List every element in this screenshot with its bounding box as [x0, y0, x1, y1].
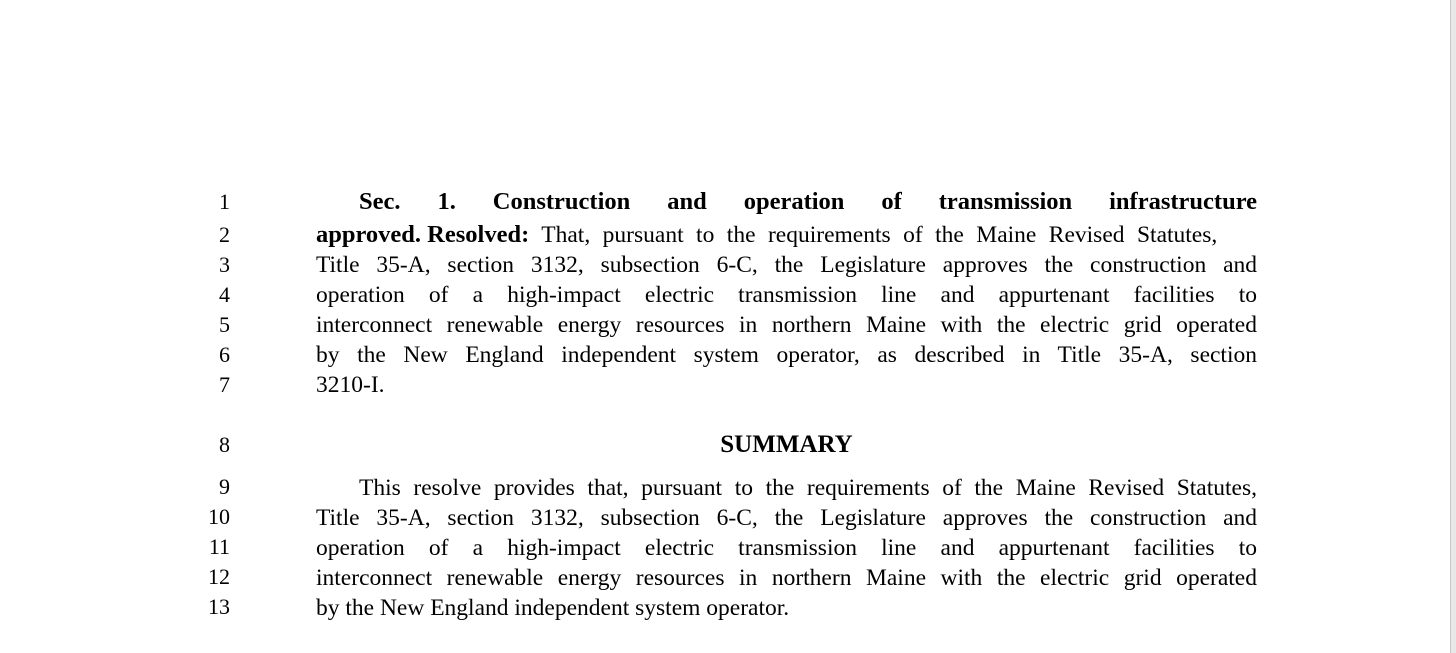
- section-text: 3210-I.: [316, 372, 385, 398]
- line-number: 2: [219, 222, 230, 247]
- line-number: 4: [219, 282, 230, 307]
- section-text: interconnect renewable energy resources in northern Maine with the electric grid operated: [316, 312, 1257, 338]
- section-text: by the New England independent system operator, as described in Title 35-A, section: [316, 342, 1257, 368]
- line-number: 6: [219, 342, 230, 367]
- summary-text: This resolve provides that, pursuant to the requirements of the Maine Revised Statutes,: [359, 475, 1257, 501]
- section-text: Title 35-A, section 3132, subsection 6-C, the Legislature approves the construction and: [316, 252, 1257, 278]
- section-heading: Sec. 1. Construction and operation of transmission infrastructure: [359, 188, 1257, 215]
- line-number: 8: [219, 432, 230, 457]
- line-number: 11: [208, 534, 230, 559]
- line-number: 5: [219, 312, 230, 337]
- scrollbar[interactable]: [1451, 0, 1456, 653]
- line-number: 12: [208, 564, 230, 589]
- line-number: 3: [219, 252, 230, 277]
- section-line-2: [316, 220, 1257, 250]
- summary-text: interconnect renewable energy resources in northern Maine with the electric grid operated: [316, 565, 1257, 591]
- summary-text: operation of a high-impact electric transmission line and appurtenant facilities to: [316, 535, 1257, 561]
- summary-title: SUMMARY: [720, 431, 853, 458]
- summary-text: Title 35-A, section 3132, subsection 6-C, the Legislature approves the construction and: [316, 505, 1257, 531]
- line-number: 9: [219, 474, 230, 499]
- line-number: 1: [219, 189, 230, 214]
- line-number: 10: [208, 504, 230, 529]
- summary-text: by the New England independent system operator.: [316, 595, 790, 621]
- section-text: That, pursuant to the requirements of the Maine Revised Statutes,: [541, 222, 1218, 248]
- line-number: 7: [219, 372, 230, 397]
- resolved-label: approved. Resolved:: [316, 221, 530, 248]
- section-text: operation of a high-impact electric transmission line and appurtenant facilities to: [316, 282, 1257, 308]
- line-number: 13: [208, 594, 230, 619]
